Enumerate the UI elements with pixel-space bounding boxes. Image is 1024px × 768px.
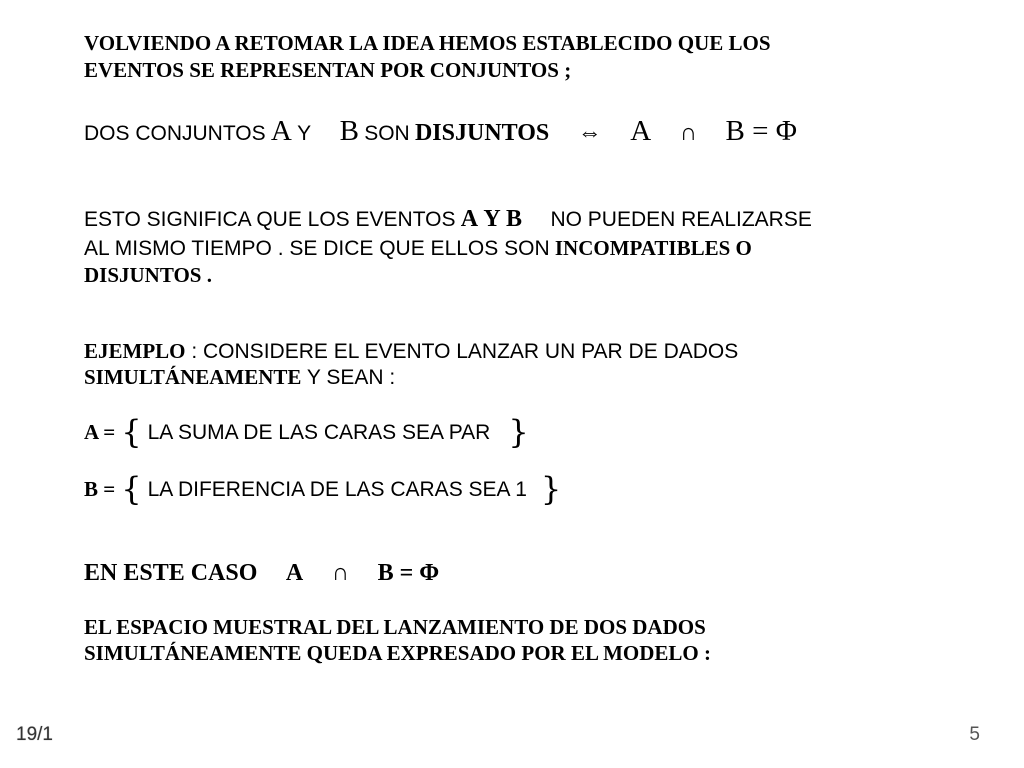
example-label: EJEMPLO xyxy=(84,339,186,363)
meaning-suffix: NO PUEDEN REALIZARSE xyxy=(550,208,812,231)
meaning-line-2-text: AL MISMO TIEMPO . SE DICE QUE ELLOS SON xyxy=(84,237,550,260)
case-intersect: ∩ xyxy=(331,560,350,586)
set-b-definition xyxy=(84,470,567,508)
case-label: EN ESTE CASO xyxy=(84,560,258,586)
set-a-close-brace: } xyxy=(508,413,529,451)
example-text: : CONSIDERE EL EVENTO LANZAR UN PAR DE DADOS xyxy=(185,340,739,363)
slide-number: 5 xyxy=(969,724,980,745)
sample-space-line-1: EL ESPACIO MUESTRAL DEL LANZAMIENTO DE DOS DADOS xyxy=(84,615,706,639)
iff-symbol: ⇔ xyxy=(577,120,602,146)
meaning-set-a: A xyxy=(460,206,479,232)
meaning-line-2 xyxy=(84,235,752,262)
set-b-close-brace: } xyxy=(540,470,562,508)
meaning-prefix: ESTO SIGNIFICA QUE LOS EVENTOS xyxy=(84,208,456,231)
example-simultaneously: SIMULTÁNEAMENTE xyxy=(84,365,302,389)
set-b-lhs: B = xyxy=(84,477,116,501)
case-b: B = Φ xyxy=(377,560,440,586)
definition-prefix: DOS CONJUNTOS xyxy=(84,122,266,145)
example-sean: Y SEAN : xyxy=(301,366,396,389)
meaning-line-3: DISJUNTOS . xyxy=(84,263,212,287)
footer-date: 19/1 xyxy=(16,724,53,745)
definition-set-a: A xyxy=(270,115,292,147)
example-line-1 xyxy=(84,338,738,365)
definition-expr-b: B = Φ xyxy=(725,115,797,147)
set-b-open-brace: { xyxy=(121,470,142,508)
example-line-2 xyxy=(84,364,395,391)
definition-set-b: B xyxy=(339,115,359,147)
intro-line-2: EVENTOS SE REPRESENTAN POR CONJUNTOS ; xyxy=(84,58,572,82)
meaning-line-1 xyxy=(84,204,812,235)
intro-line-1: VOLVIENDO A RETOMAR LA IDEA HEMOS ESTABLECIDO QUE LOS xyxy=(84,31,771,55)
set-a-open-brace: { xyxy=(121,413,142,451)
definition-son: SON xyxy=(364,122,410,145)
set-a-lhs: A = xyxy=(84,420,116,444)
case-statement xyxy=(84,558,439,588)
definition-expr-a: A xyxy=(630,115,652,147)
meaning-and: Y xyxy=(483,206,501,232)
intersect-symbol: ∩ xyxy=(679,120,698,146)
set-b-text: LA DIFERENCIA DE LAS CARAS SEA 1 xyxy=(147,478,527,501)
meaning-incompatibles: INCOMPATIBLES O xyxy=(554,236,752,260)
meaning-set-b: B xyxy=(505,206,522,232)
set-a-text: LA SUMA DE LAS CARAS SEA PAR xyxy=(147,421,491,444)
sample-space-line-2: SIMULTÁNEAMENTE QUEDA EXPRESADO POR EL MODELO : xyxy=(84,641,711,665)
case-a: A xyxy=(285,560,304,586)
set-a-definition xyxy=(84,413,535,451)
disjoint-definition xyxy=(84,114,797,151)
definition-and: Y xyxy=(297,122,312,145)
definition-keyword: DISJUNTOS xyxy=(414,120,550,146)
